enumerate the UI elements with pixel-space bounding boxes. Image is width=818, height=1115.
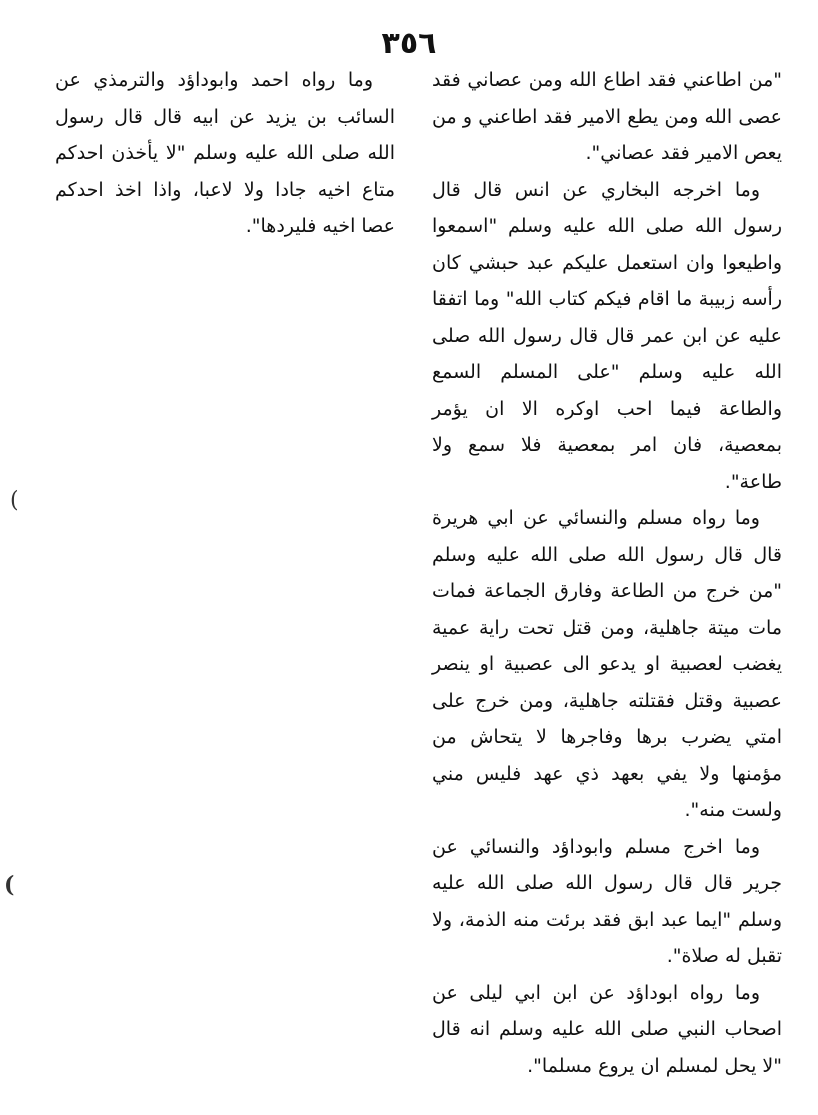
- margin-bracket-mark: (: [4, 872, 15, 898]
- paragraph: وما اخرج مسلم وابوداؤد والنسائي عن جرير قال قال رسول الله صلى الله عليه وسلم "ايما عبد ابق فقد برئت منه الذمة، ولا تقبل له صلاة".: [432, 835, 782, 967]
- paragraph: وما رواه احمد وابوداؤد والترمذي عن السائب بن يزيد عن ابيه قال قال رسول الله صلى الله عليه وسلم "لا يأخذن احدكم متاع اخيه جادا ولا لاعبا، واذا اخذ احدكم عصا اخيه فليردها".: [55, 69, 395, 237]
- page-number: ٣٥٦: [381, 26, 437, 61]
- margin-bracket-mark: (: [10, 488, 19, 513]
- paragraph: وما رواه مسلم والنسائي عن ابي هريرة قال قال رسول الله صلى الله عليه وسلم "من خرج من الطاعة وفارق الجماعة فمات مات ميتة جاهلية، ومن قتل تحت راية عمية يغضب لعصبية او يدعو الى عصبية او ينصر عصبية وقتل فقتلته جاهلية، ومن خرج على امتي يضرب برها وفاجرها لا يتحاش من مؤمنها ولا يفي بعهد ذي عهد فليس مني ولست منه".: [432, 507, 782, 821]
- left-text-column: [55, 62, 395, 245]
- paragraph: "من اطاعني فقد اطاع الله ومن عصاني فقد عصى الله ومن يطع الامير فقد اطاعني و من يعص الامير فقد عصاني".: [432, 69, 782, 164]
- paragraph: وما رواه ابوداؤد عن ابن ابي ليلى عن اصحاب النبي صلى الله عليه وسلم انه قال "لا يحل لمسلم ان يروع مسلما".: [432, 981, 782, 1077]
- paragraph: وما اخرجه البخاري عن انس قال قال رسول الله صلى الله عليه وسلم "اسمعوا واطيعوا وان استعمل عليكم عبد حبشي كان رأسه زبيبة ما اقام فيكم كتاب الله" وما اتفقا عليه عن ابن عمر قال قال رسول الله صلى الله عليه وسلم "على المسلم السمع والطاعة فيما احب اوكره الا ان يؤمر بمعصية، فان امر بمعصية فلا سمع ولا طاعة".: [432, 178, 782, 493]
- right-text-column: [432, 62, 782, 1084]
